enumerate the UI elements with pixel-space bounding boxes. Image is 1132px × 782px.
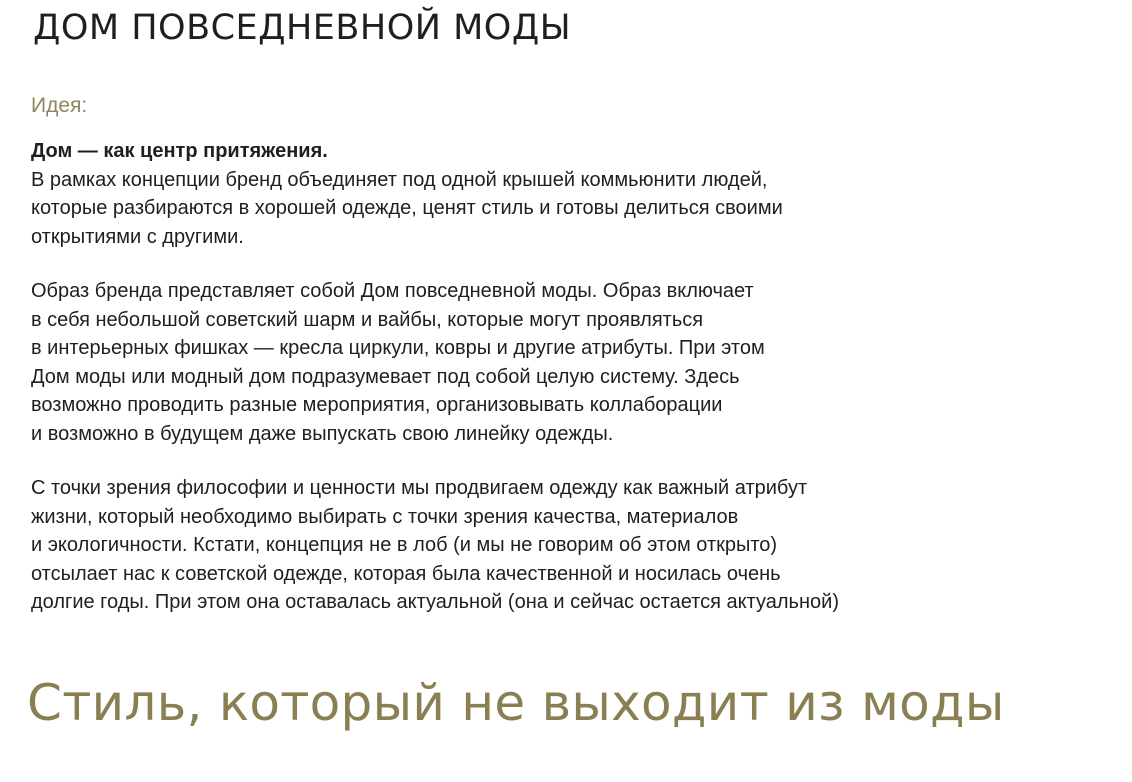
paragraph-brand-image bbox=[31, 277, 1091, 449]
paragraph-line: жизни, который необходимо выбирать с точки зрения качества, материалов bbox=[31, 505, 739, 528]
paragraph-line: Дом моды или модный дом подразумевает под собой целую систему. Здесь bbox=[31, 365, 740, 388]
paragraph-line: в себя небольшой советский шарм и вайбы, которые могут проявляться bbox=[31, 308, 704, 331]
paragraph-line: отсылает нас к советской одежде, которая была качественной и носилась очень bbox=[31, 562, 781, 585]
paragraph-lead: Дом — как центр притяжения. bbox=[31, 140, 328, 162]
paragraph-line: которые разбираются в хорошей одежде, ценят стиль и готовы делиться своими bbox=[31, 197, 783, 220]
paragraph-line: С точки зрения философии и ценности мы продвигаем одежду как важный атрибут bbox=[31, 477, 808, 499]
paragraph-idea bbox=[31, 137, 1091, 251]
paragraph-line: долгие годы. При этом она оставалась актуальной (она и сейчас остается актуальной) bbox=[31, 591, 839, 614]
slogan-heading: Стиль, который не выходит из моды bbox=[27, 674, 1005, 732]
paragraph-line: возможно проводить разные мероприятия, организовывать коллаборации bbox=[31, 394, 723, 417]
paragraph-line: в интерьерных фишках — кресла циркули, ковры и другие атрибуты. При этом bbox=[31, 337, 765, 360]
paragraph-line: В рамках концепции бренд объединяет под одной крышей коммьюнити людей, bbox=[31, 168, 768, 191]
paragraph-line: и экологичности. Кстати, концепция не в лоб (и мы не говорим об этом открыто) bbox=[31, 534, 778, 557]
page-title: ДОМ ПОВСЕДНЕВНОЙ МОДЫ bbox=[33, 8, 572, 48]
paragraph-philosophy bbox=[31, 474, 1091, 617]
paragraph-line: и возможно в будущем даже выпускать свою линейку одежды. bbox=[31, 422, 614, 445]
paragraph-line: открытиями с другими. bbox=[31, 225, 244, 248]
section-label: Идея: bbox=[31, 94, 88, 117]
paragraph-line: Образ бренда представляет собой Дом повседневной моды. Образ включает bbox=[31, 280, 754, 302]
